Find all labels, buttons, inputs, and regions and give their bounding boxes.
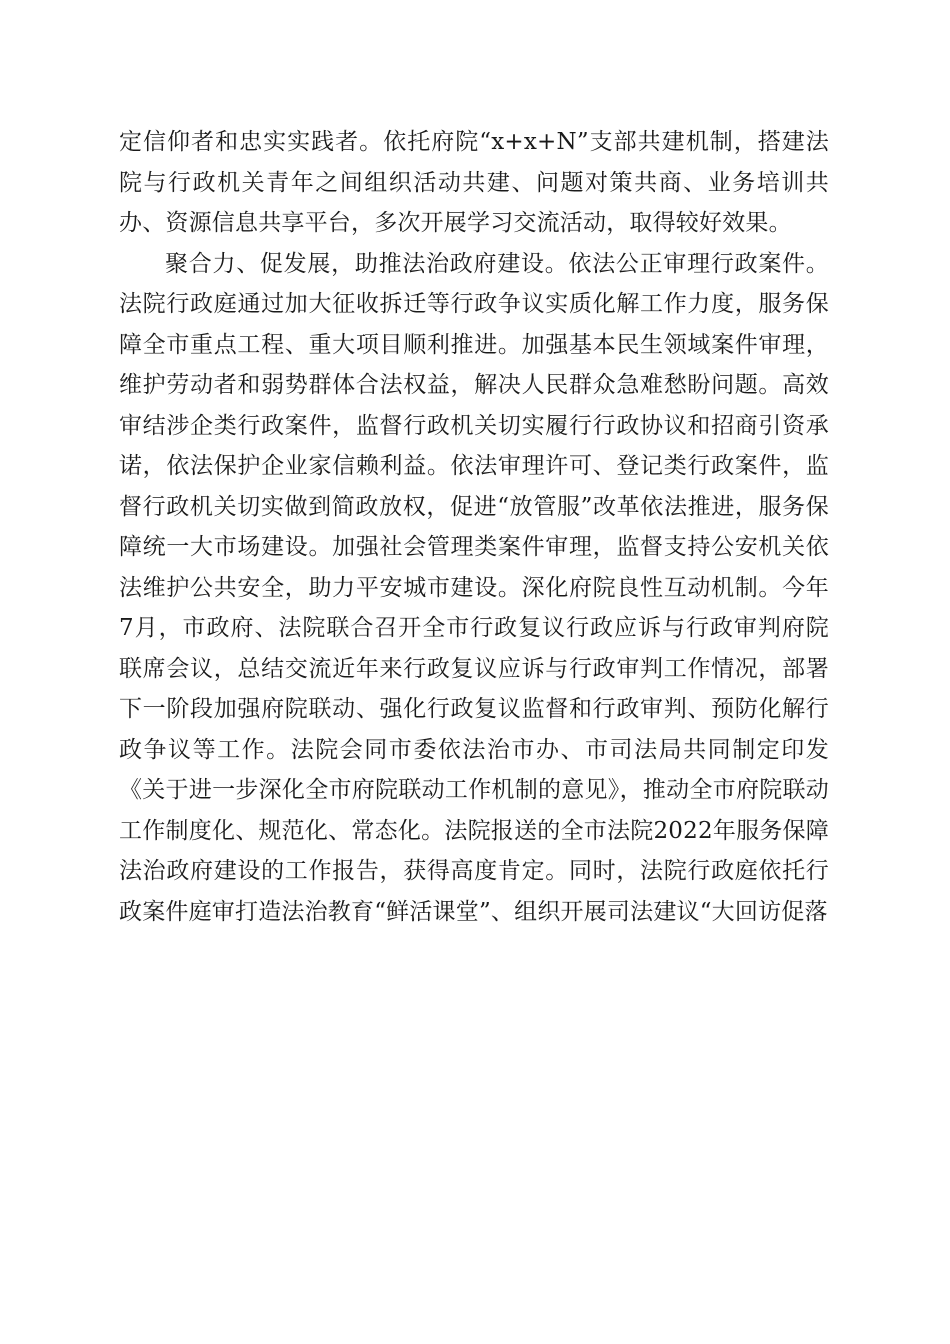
paragraph-rule-of-law-government: 聚合力、促发展，助推法治政府建设。依法公正审理行政案件。法院行政庭通过加大征收拆迁等行政争议实质化解工作力度，服务保障全市重点工程、重大项目顺利推进。加强基本民生领域案件审理，维护劳动者和弱势群体合法权益，解决人民群众急难愁盼问题。高效审结涉企类行政案件，监督行政机关切实履行行政协议和招商引资承诺，依法保护企业家信赖利益。依法审理许可、登记类行政案件，监督行政机关切实做到简政放权，促进“放管服”改革依法推进，服务保障统一大市场建设。加强社会管理类案件审理，监督支持公安机关依法维护公共安全，助力平安城市建设。深化府院良性互动机制。今年7月，市政府、法院联合召开全市行政复议行政应诉与行政审判府院联席会议，总结交流近年来行政复议应诉与行政审判工作情况，部署下一阶段加强府院联动、强化行政复议监督和行政审判、预防化解行政争议等工作。法院会同市委依法治市办、市司法局共同制定印发《关于进一步深化全市府院联动工作机制的意见》，推动全市府院联动工作制度化、规范化、常态化。法院报送的全市法院2022年服务保障法治政府建设的工作报告，获得高度肯定。同时，法院行政庭依托行政案件庭审打造法治教育“鲜活课堂”、组织开展司法建议“大回访促落	[119, 250, 829, 925]
document-body	[119, 122, 829, 932]
paragraph-continuation: 定信仰者和忠实实践者。依托府院“x+x+N”支部共建机制，搭建法院与行政机关青年之间组织活动共建、问题对策共商、业务培训共办、资源信息共享平台，多次开展学习交流活动，取得较好效果。	[119, 129, 829, 236]
